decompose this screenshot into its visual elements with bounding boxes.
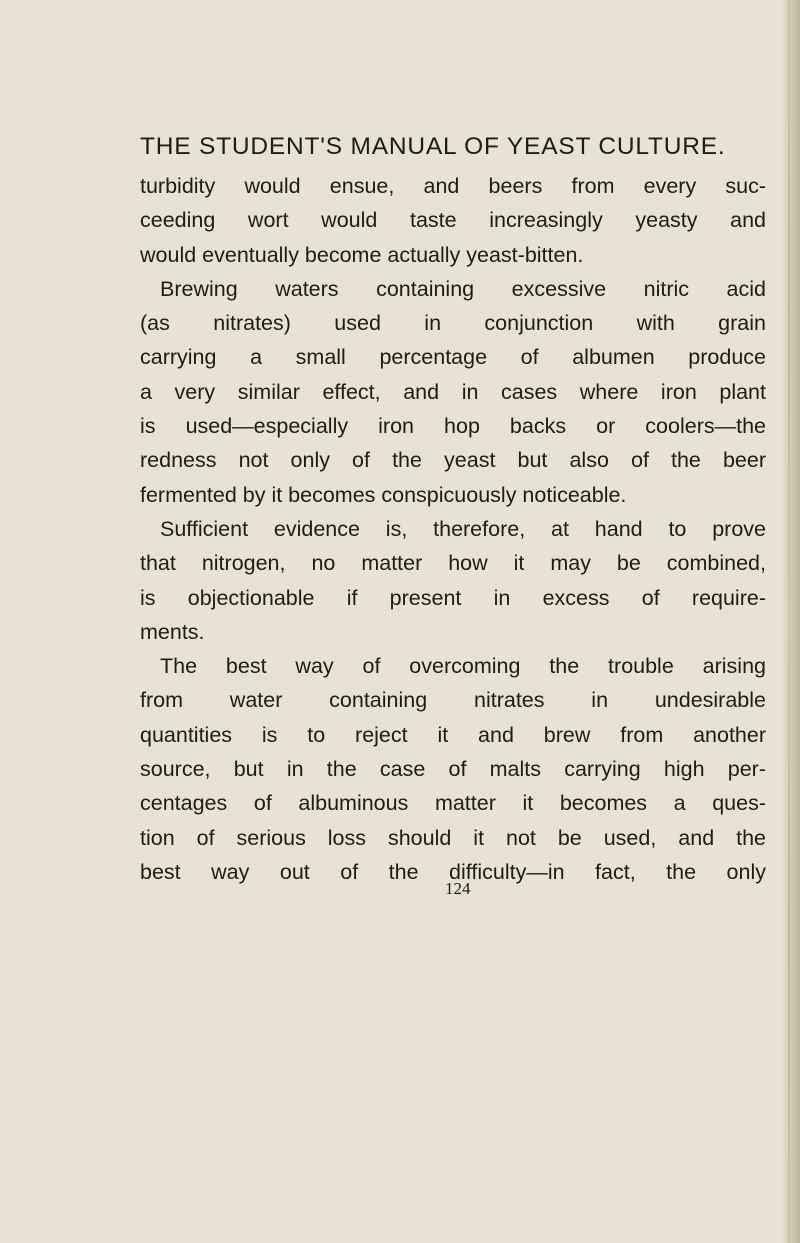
text-line: that nitrogen, no matter how it may be combined, <box>140 551 766 576</box>
text-line: carrying a small percentage of albumen produce <box>140 345 766 370</box>
text-line: redness not only of the yeast but also of the beer <box>140 448 766 473</box>
text-line: turbidity would ensue, and beers from every suc- <box>140 174 766 198</box>
text-line: from water containing nitrates in undesirable <box>140 688 766 713</box>
text-line: a very similar effect, and in cases where iron plant <box>140 379 766 404</box>
text-line: ceeding wort would taste increasingly yeasty and <box>140 208 766 233</box>
paragraph-start-line: Sufficient evidence is, therefore, at hand to prove <box>160 516 766 541</box>
text-line: ments. <box>140 619 205 644</box>
paragraph-start-line: The best way of overcoming the trouble arising <box>160 654 766 679</box>
text-line: best way out of the difficulty—in fact, the only <box>140 859 766 884</box>
text-line: is objectionable if present in excess of require- <box>140 585 766 610</box>
text-line: would eventually become actually yeast-bitten. <box>140 242 584 267</box>
text-line: source, but in the case of malts carrying high per- <box>140 757 766 782</box>
text-line: quantities is to reject it and brew from another <box>140 722 766 747</box>
text-line: centages of albuminous matter it becomes a ques- <box>140 791 766 816</box>
text-line: (as nitrates) used in conjunction with grain <box>140 311 766 336</box>
page-number: 124 <box>445 879 471 898</box>
page-edge <box>782 0 800 1243</box>
body-text <box>140 169 766 889</box>
text-line: is used—especially iron hop backs or coolers—the <box>140 414 766 439</box>
running-header: THE STUDENT'S MANUAL OF YEAST CULTURE. <box>140 133 726 160</box>
paragraph-start-line: Brewing waters containing excessive nitric acid <box>160 276 766 301</box>
text-line: tion of serious loss should it not be used, and the <box>140 825 766 850</box>
text-line: fermented by it becomes conspicuously noticeable. <box>140 482 627 507</box>
